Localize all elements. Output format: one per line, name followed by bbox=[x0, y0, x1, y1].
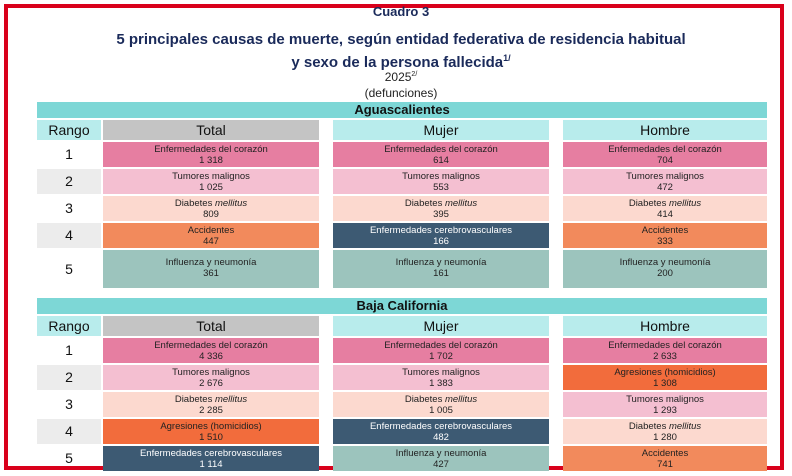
cause-cell-hombre bbox=[563, 446, 767, 471]
cause-text-italic: mellitus bbox=[214, 394, 248, 405]
cause-text: Influenza y neumonía bbox=[619, 257, 711, 268]
cause-cell-hombre bbox=[563, 392, 767, 417]
rank-cell: 2 bbox=[37, 365, 101, 390]
cause-name bbox=[333, 448, 549, 459]
death-count: 161 bbox=[433, 268, 449, 279]
cause-name bbox=[563, 448, 767, 459]
cause-name bbox=[103, 171, 319, 182]
table-row bbox=[37, 419, 767, 444]
document-content bbox=[26, 4, 776, 472]
cause-name bbox=[103, 394, 319, 405]
cause-name bbox=[103, 144, 319, 155]
cause-text: Accidentes bbox=[641, 225, 689, 236]
cause-text: Accidentes bbox=[187, 225, 235, 236]
cause-cell-mujer bbox=[333, 446, 549, 471]
cause-cell-total bbox=[103, 446, 319, 471]
table-title bbox=[26, 30, 776, 72]
cause-text: Enfermedades del corazón bbox=[608, 340, 722, 351]
table-row bbox=[37, 142, 767, 167]
cause-cell-total bbox=[103, 196, 319, 221]
cause-text: Tumores malignos bbox=[402, 171, 480, 182]
cause-text: Enfermedades del corazón bbox=[154, 144, 268, 155]
cause-cell-hombre bbox=[563, 338, 767, 363]
cause-cell-hombre bbox=[563, 419, 767, 444]
title-line-1: 5 principales causas de muerte, según entidad federativa de residencia habitual bbox=[116, 31, 686, 48]
death-count: 2 633 bbox=[653, 351, 677, 362]
cause-text: Influenza y neumonía bbox=[165, 257, 257, 268]
column-header-rango: Rango bbox=[37, 316, 101, 336]
table-row bbox=[37, 338, 767, 363]
cause-name bbox=[333, 421, 549, 432]
cause-text: Tumores malignos bbox=[626, 394, 704, 405]
cause-text: Enfermedades del corazón bbox=[154, 340, 268, 351]
death-count: 1 293 bbox=[653, 405, 677, 416]
cause-cell-total bbox=[103, 365, 319, 390]
cause-name bbox=[333, 225, 549, 236]
cause-text: Influenza y neumonía bbox=[395, 448, 487, 459]
column-header-total: Total bbox=[103, 120, 319, 140]
column-header-hombre: Hombre bbox=[563, 120, 767, 140]
death-count: 614 bbox=[433, 155, 449, 166]
unit-label: (defunciones) bbox=[364, 86, 438, 100]
cause-text-italic: mellitus bbox=[444, 394, 478, 405]
cause-name bbox=[333, 367, 549, 378]
rank-cell: 3 bbox=[65, 396, 73, 412]
cause-text-italic: mellitus bbox=[214, 198, 248, 209]
cause-name bbox=[103, 448, 319, 459]
death-count: 447 bbox=[203, 236, 219, 247]
death-count: 166 bbox=[433, 236, 449, 247]
title-line-2 bbox=[26, 49, 776, 72]
cause-text: Diabetes bbox=[628, 421, 667, 432]
death-count: 1 383 bbox=[429, 378, 453, 389]
cause-name bbox=[333, 171, 549, 182]
cause-text: Influenza y neumonía bbox=[395, 257, 487, 268]
cause-cell-total bbox=[103, 419, 319, 444]
cause-name bbox=[563, 171, 767, 182]
rank-cell: 1 bbox=[65, 342, 73, 358]
death-count: 482 bbox=[433, 432, 449, 443]
cause-cell-mujer bbox=[333, 419, 549, 444]
table-row bbox=[37, 250, 767, 288]
cause-cell-total bbox=[103, 392, 319, 417]
cause-name bbox=[563, 340, 767, 351]
cause-text: Enfermedades del corazón bbox=[384, 340, 498, 351]
cause-cell-hombre bbox=[563, 196, 767, 221]
table-row bbox=[37, 392, 767, 417]
cause-name bbox=[563, 367, 767, 378]
death-count: 472 bbox=[657, 182, 673, 193]
death-count: 553 bbox=[433, 182, 449, 193]
cause-text-italic: mellitus bbox=[668, 198, 702, 209]
cause-text-italic: mellitus bbox=[668, 421, 702, 432]
cause-text: Diabetes bbox=[174, 198, 213, 209]
cause-text: Enfermedades cerebrovasculares bbox=[369, 421, 513, 432]
cause-name bbox=[333, 144, 549, 155]
title-footnote: 1/ bbox=[503, 53, 511, 63]
cause-text: Enfermedades cerebrovasculares bbox=[139, 448, 283, 459]
cause-name bbox=[563, 198, 767, 209]
death-count: 1 280 bbox=[653, 432, 677, 443]
table-row bbox=[37, 223, 767, 248]
cause-text: Enfermedades cerebrovasculares bbox=[369, 225, 513, 236]
death-count: 4 336 bbox=[199, 351, 223, 362]
cause-text: Enfermedades del corazón bbox=[608, 144, 722, 155]
cause-name bbox=[563, 225, 767, 236]
cause-cell-hombre bbox=[563, 250, 767, 288]
cause-cell-total bbox=[103, 338, 319, 363]
cause-name bbox=[103, 225, 319, 236]
cause-cell-hombre bbox=[563, 223, 767, 248]
document-frame bbox=[4, 4, 784, 470]
death-count: 1 702 bbox=[429, 351, 453, 362]
cause-cell-total bbox=[103, 169, 319, 194]
cause-text: Enfermedades del corazón bbox=[384, 144, 498, 155]
state-name: Baja California bbox=[37, 298, 767, 314]
cause-cell-mujer bbox=[333, 392, 549, 417]
cause-text: Tumores malignos bbox=[626, 171, 704, 182]
cause-cell-mujer bbox=[333, 223, 549, 248]
column-header-mujer: Mujer bbox=[333, 120, 549, 140]
column-header-total: Total bbox=[103, 316, 319, 336]
cause-name bbox=[103, 257, 319, 268]
cause-text: Diabetes bbox=[628, 198, 667, 209]
death-count: 427 bbox=[433, 459, 449, 470]
rank-cell: 5 bbox=[65, 261, 73, 277]
cause-cell-mujer bbox=[333, 338, 549, 363]
cause-name bbox=[333, 394, 549, 405]
column-header-row bbox=[37, 314, 767, 336]
cause-name bbox=[333, 340, 549, 351]
death-count: 1 005 bbox=[429, 405, 453, 416]
cause-text: Tumores malignos bbox=[172, 171, 250, 182]
cause-cell-mujer bbox=[333, 142, 549, 167]
cause-text: Diabetes bbox=[174, 394, 213, 405]
table-row bbox=[37, 365, 767, 390]
cause-name bbox=[563, 421, 767, 432]
cause-text: Tumores malignos bbox=[402, 367, 480, 378]
death-count: 1 318 bbox=[199, 155, 223, 166]
cause-name bbox=[563, 394, 767, 405]
table-row bbox=[37, 196, 767, 221]
death-count: 2 285 bbox=[199, 405, 223, 416]
rank-cell: 5 bbox=[65, 450, 73, 466]
cause-text: Diabetes bbox=[404, 198, 443, 209]
cause-cell-hombre bbox=[563, 365, 767, 390]
cause-cell-mujer bbox=[333, 196, 549, 221]
cause-name bbox=[103, 198, 319, 209]
cause-name bbox=[333, 257, 549, 268]
cause-text-italic: mellitus bbox=[444, 198, 478, 209]
cause-text: Diabetes bbox=[404, 394, 443, 405]
cause-name bbox=[333, 198, 549, 209]
cause-name bbox=[103, 367, 319, 378]
cause-text: Agresiones (homicidios) bbox=[614, 367, 716, 378]
cause-text: Tumores malignos bbox=[172, 367, 250, 378]
death-count: 361 bbox=[203, 268, 219, 279]
cause-name bbox=[103, 421, 319, 432]
cause-text: Agresiones (homicidios) bbox=[160, 421, 262, 432]
table-row bbox=[37, 446, 767, 471]
cause-name bbox=[563, 257, 767, 268]
cause-cell-mujer bbox=[333, 169, 549, 194]
rank-cell: 1 bbox=[65, 146, 73, 162]
year-label bbox=[26, 70, 776, 84]
column-header-hombre: Hombre bbox=[563, 316, 767, 336]
year-footnote: 2/ bbox=[411, 71, 418, 78]
death-count: 704 bbox=[657, 155, 673, 166]
cause-cell-total bbox=[103, 250, 319, 288]
cause-name bbox=[103, 340, 319, 351]
state-name: Aguascalientes bbox=[37, 102, 767, 118]
death-count: 1 114 bbox=[199, 459, 223, 470]
rank-cell: 4 bbox=[37, 419, 101, 444]
cause-text: Accidentes bbox=[641, 448, 689, 459]
death-count: 809 bbox=[203, 209, 219, 220]
cause-cell-total bbox=[103, 223, 319, 248]
death-count: 414 bbox=[657, 209, 673, 220]
death-count: 741 bbox=[657, 459, 673, 470]
death-count: 1 510 bbox=[199, 432, 223, 443]
death-count: 333 bbox=[657, 236, 673, 247]
state-section bbox=[37, 102, 767, 279]
column-header-rango: Rango bbox=[37, 120, 101, 140]
cause-cell-hombre bbox=[563, 169, 767, 194]
death-count: 200 bbox=[657, 268, 673, 279]
state-section bbox=[37, 298, 767, 470]
cause-cell-total bbox=[103, 142, 319, 167]
year-value: 2025 bbox=[384, 70, 412, 84]
cut-off-heading: Cuadro 3 bbox=[372, 4, 430, 19]
table-row bbox=[37, 169, 767, 194]
rank-cell: 3 bbox=[65, 200, 73, 216]
cause-cell-mujer bbox=[333, 365, 549, 390]
title-line-2-text: y sexo de la persona fallecida bbox=[291, 54, 504, 71]
rank-cell: 4 bbox=[37, 223, 101, 248]
column-header-row bbox=[37, 118, 767, 140]
cause-cell-hombre bbox=[563, 142, 767, 167]
death-count: 1 308 bbox=[653, 378, 677, 389]
column-header-mujer: Mujer bbox=[333, 316, 549, 336]
rank-cell: 2 bbox=[37, 169, 101, 194]
death-count: 1 025 bbox=[199, 182, 223, 193]
death-count: 395 bbox=[433, 209, 449, 220]
cause-name bbox=[563, 144, 767, 155]
cause-cell-mujer bbox=[333, 250, 549, 288]
death-count: 2 676 bbox=[199, 378, 223, 389]
